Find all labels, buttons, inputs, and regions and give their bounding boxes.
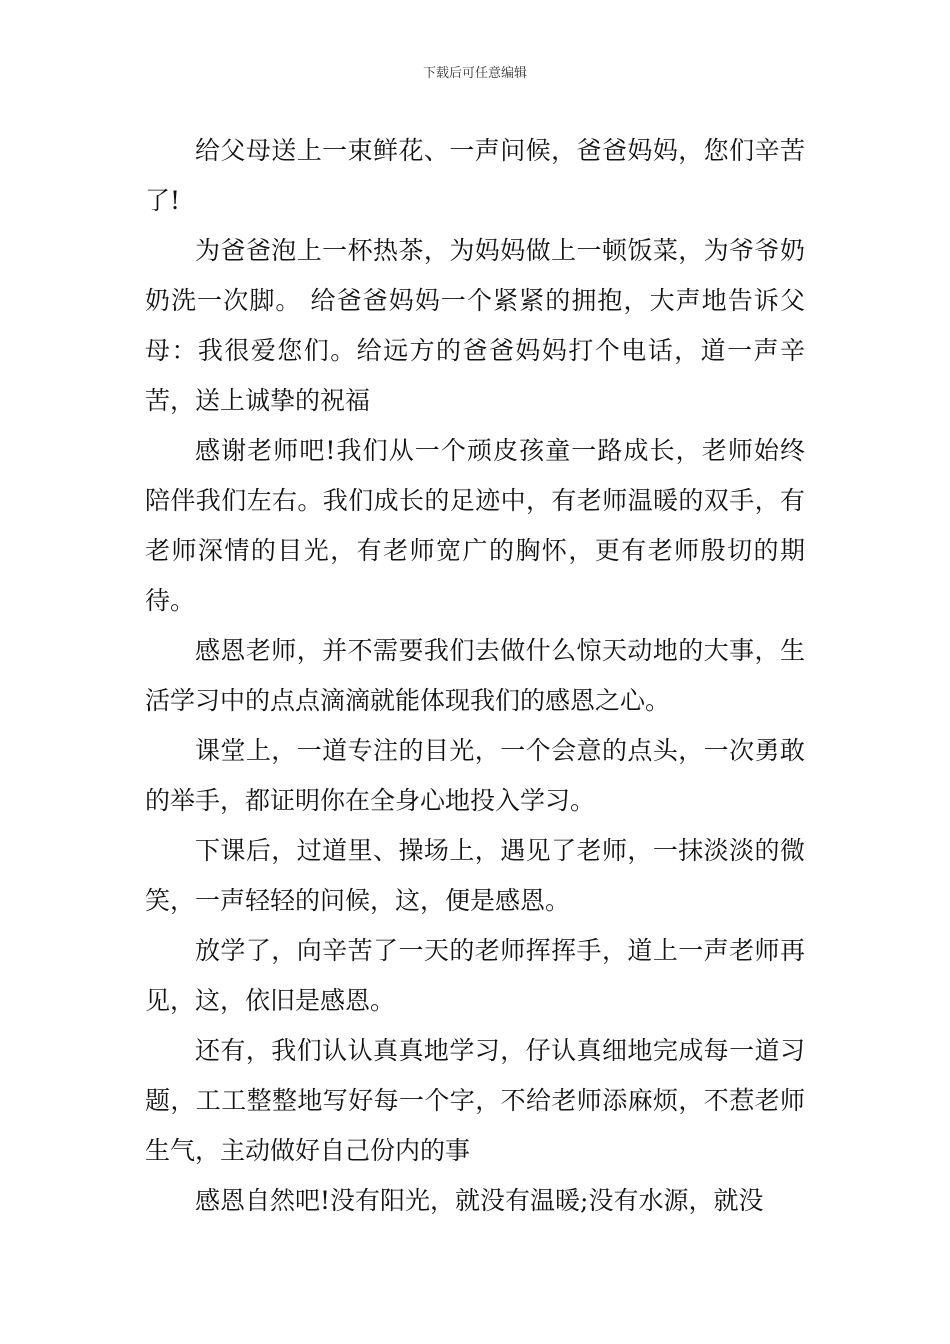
page-header: 下载后可任意编辑 [422,66,527,81]
paragraph: 放学了，向辛苦了一天的老师挥挥手，道上一声老师再见，这，依旧是感恩。 [145,936,805,1015]
paragraph: 为爸爸泡上一杯热茶，为妈妈做上一顿饭菜，为爷爷奶奶洗一次脚。 给爸爸妈妈一个紧紧的拥抱，大声地告诉父母：我很爱您们。给远方的爸爸妈妈打个电话，道一声辛苦，送上诚挚的祝福 [145,236,805,415]
paragraph: 还有，我们认认真真地学习，仔认真细地完成每一道习题，工工整整地写好每一个字，不给老师添麻烦，不惹老师生气，主动做好自己份内的事 [145,1036,805,1165]
paragraph: 感谢老师吧!我们从一个顽皮孩童一路成长，老师始终陪伴我们左右。我们成长的足迹中，有老师温暖的双手，有老师深情的目光，有老师宽广的胸怀，更有老师殷切的期待。 [145,436,805,615]
paragraph: 感恩自然吧!没有阳光，就没有温暖;没有水源，就没 [195,1186,764,1215]
document-body [145,126,805,1226]
paragraph: 给父母送上一束鲜花、一声问候，爸爸妈妈，您们辛苦了! [145,136,805,215]
paragraph: 感恩老师，并不需要我们去做什么惊天动地的大事，生活学习中的点点滴滴就能体现我们的感恩之心。 [145,636,805,715]
paragraph: 下课后，过道里、操场上，遇见了老师，一抹淡淡的微笑，一声轻轻的问候，这，便是感恩。 [145,836,805,915]
paragraph: 课堂上，一道专注的目光，一个会意的点头，一次勇敢的举手，都证明你在全身心地投入学习。 [145,736,805,815]
